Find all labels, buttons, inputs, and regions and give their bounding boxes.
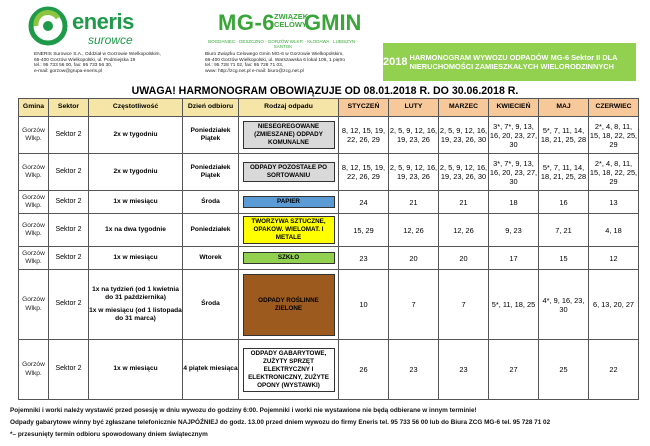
mg6-logo (204, 6, 364, 48)
cell-date: 23 (439, 340, 489, 400)
mg6-address-line: Biuro Związku Celowego Gmin MG-6 w Gorzowie Wielkopolskim, (205, 52, 344, 57)
cell-date: 12 (589, 247, 639, 270)
cell-waste (239, 340, 339, 400)
cell-date: 21 (389, 191, 439, 214)
col-month: CZERWIEC (589, 99, 639, 117)
cell-date: 2, 5, 9, 12, 16, 19, 23, 26, 30 (439, 154, 489, 191)
mg6-address-line: 66-400 Gorzów Wielkopolski, ul. Warszawska 6 lokal 106, 1 piętro (205, 57, 346, 63)
eneris-logo (28, 6, 178, 50)
waste-label: ODPADY POZOSTAŁE PO SORTOWANIU (243, 162, 335, 182)
validity-headline: UWAGA! HARMONOGRAM OBOWIĄZUJE OD 08.01.2018 R. DO 30.06.2018 R. (131, 85, 519, 97)
table-row (19, 117, 639, 154)
cell-day: Środa (183, 191, 239, 214)
cell-sektor: Sektor 2 (49, 191, 89, 214)
cell-frequency: 2x w tygodniu (89, 154, 183, 191)
eneris-address (34, 52, 224, 74)
cell-date: 17 (489, 247, 539, 270)
footer-note-holiday: *– przesunięty termin odbioru spowodowany dniem świątecznym (10, 431, 208, 438)
cell-day: Wtorek (183, 247, 239, 270)
eneris-address-line: ENERIS Surowce S.A., Oddział w Gorzowie Wielkopolskim, (34, 52, 161, 57)
cell-date: 3*, 7*, 9, 13, 16, 20, 23, 27, 30 (489, 117, 539, 154)
cell-date: 20 (389, 247, 439, 270)
cell-waste (239, 154, 339, 191)
cell-sektor: Sektor 2 (49, 270, 89, 340)
cell-gmina: Gorzów Wlkp. (19, 340, 49, 400)
cell-date: 7, 21 (539, 214, 589, 247)
col-month: MARZEC (439, 99, 489, 117)
cell-date: 25 (539, 340, 589, 400)
cell-sektor: Sektor 2 (49, 214, 89, 247)
cell-day: Poniedziałek (183, 214, 239, 247)
frequency-winter: 1x w miesiącu (od 1 listopada do 31 marca) (89, 306, 182, 322)
cell-date: 2*, 4, 8, 11, 15, 18, 22, 25, 29 (589, 154, 639, 191)
mg6-mid: ZWIĄZEK CELOWY (274, 12, 309, 29)
cell-day: Poniedziałek Piątek (183, 117, 239, 154)
frequency-summer: 1x na tydzień (od 1 kwietnia do 31 października) (92, 285, 179, 301)
cell-waste (239, 214, 339, 247)
cell-day: Poniedziałek Piątek (183, 154, 239, 191)
eneris-brand: eneris (72, 9, 134, 34)
cell-date: 4, 18 (589, 214, 639, 247)
cell-frequency: 1x w miesiącu (89, 247, 183, 270)
cell-date: 7 (439, 270, 489, 340)
table-row (19, 340, 639, 400)
cell-date: 7 (389, 270, 439, 340)
cell-date: 9, 23 (489, 214, 539, 247)
cell-waste (239, 191, 339, 214)
cell-gmina: Gorzów Wlkp. (19, 270, 49, 340)
cell-date: 8, 12, 15, 19, 22, 26, 29 (339, 117, 389, 154)
cell-sektor: Sektor 2 (49, 117, 89, 154)
cell-frequency (89, 270, 183, 340)
waste-label: PAPIER (243, 196, 335, 208)
cell-date: 5*, 7, 11, 14, 18, 21, 25, 28 (539, 154, 589, 191)
cell-frequency: 2x w tygodniu (89, 117, 183, 154)
table-row (19, 191, 639, 214)
cell-gmina: Gorzów Wlkp. (19, 117, 49, 154)
cell-date: 23 (339, 247, 389, 270)
cell-gmina: Gorzów Wlkp. (19, 214, 49, 247)
cell-gmina: Gorzów Wlkp. (19, 247, 49, 270)
mg6-address-line: tel.: 95 728 71 02, fax: 95 728 71 03, (205, 63, 284, 69)
cell-sektor: Sektor 2 (49, 154, 89, 191)
col-day: Dzień odbioru (183, 99, 239, 117)
mg6-word: MG-6 (218, 10, 275, 35)
cell-date: 18 (489, 191, 539, 214)
cell-gmina: Gorzów Wlkp. (19, 191, 49, 214)
waste-label: ODPADY GABARYTOWE, ZUŻYTY SPRZĘT ELEKTRYCZNY I ELEKTRONICZNY, ZUŻYTE OPONY (WYSTAWKI) (243, 348, 335, 392)
cell-date: 8, 12, 15, 19, 22, 26, 29 (339, 154, 389, 191)
col-gmina: Gmina (19, 99, 49, 117)
cell-waste (239, 270, 339, 340)
waste-label: NIESEGREGOWANE (ZMIESZANE) ODPADY KOMUNALNE (243, 121, 335, 149)
cell-date: 2, 5, 9, 12, 16, 19, 23, 26, 30 (439, 117, 489, 154)
waste-label: TWORZYWA SZTUCZNE, OPAKOW. WIELOMAT. I METALE (243, 216, 335, 244)
col-month: LUTY (389, 99, 439, 117)
cell-sektor: Sektor 2 (49, 247, 89, 270)
cell-day: 4 piątek miesiąca (183, 340, 239, 400)
eneris-sub: surowce (88, 33, 133, 47)
cell-day: Środa (183, 270, 239, 340)
cell-date: 16 (539, 191, 589, 214)
mg6-members: BOGDANIEC · DESZCZNO · GORZÓW WLKP. · KŁODAWA · LUBISZYN · SANTOK (208, 39, 358, 49)
waste-label: ODPADY ROŚLINNE ZIELONE (243, 274, 335, 336)
cell-date: 3*, 7*, 9, 13, 16, 20, 23, 27, 30 (489, 154, 539, 191)
eneris-swirl-icon (28, 6, 68, 46)
cell-gmina: Gorzów Wlkp. (19, 154, 49, 191)
schedule-table (18, 98, 639, 400)
banner-year: 2018 (383, 56, 408, 68)
cell-date: 2*, 4, 8, 11, 15, 18, 22, 25, 29 (589, 117, 639, 154)
cell-date: 15, 29 (339, 214, 389, 247)
cell-date: 20 (439, 247, 489, 270)
cell-frequency: 1x na dwa tygodnie (89, 214, 183, 247)
cell-frequency: 1x w miesiącu (89, 191, 183, 214)
cell-date: 26 (339, 340, 389, 400)
cell-waste (239, 247, 339, 270)
header-row (19, 99, 639, 117)
cell-date: 10 (339, 270, 389, 340)
cell-date: 21 (439, 191, 489, 214)
mg6-address (205, 52, 395, 74)
waste-label: SZKŁO (243, 252, 335, 264)
schedule-banner (383, 43, 636, 81)
cell-date: 12, 26 (439, 214, 489, 247)
table-row (19, 247, 639, 270)
cell-date: 22 (589, 340, 639, 400)
mg6-web-email[interactable]: www: http://zcg.net.pl e-mail: biuro@zcg.net.pl (205, 68, 304, 74)
cell-sektor: Sektor 2 (49, 340, 89, 400)
cell-waste (239, 117, 339, 154)
cell-date: 24 (339, 191, 389, 214)
cell-frequency: 1x w miesiącu (89, 340, 183, 400)
banner-title: HARMONOGRAM WYWOZU ODPADÓW MG-6 Sektor II DLA NIERUCHOMOŚCI ZAMIESZKAŁYCH WIELORODZINNYCH (409, 53, 618, 71)
cell-date: 2, 5, 9, 12, 16, 19, 23, 26 (389, 117, 439, 154)
cell-date: 27 (489, 340, 539, 400)
table-row (19, 270, 639, 340)
footer-note-bulky: Odpady gabarytowe winny być zgłaszane telefonicznie NAJPÓŹNIEJ do godz. 13.00 przed dniem wywozu do firmy Eneris tel. 95 733 56 00 lub do Biura ZCG MG-6 tel. 95 728 71 02 (10, 419, 551, 426)
cell-date: 6, 13, 20, 27 (589, 270, 639, 340)
eneris-email[interactable]: e-mail: gorzow@grupa-eneris.pl (34, 68, 103, 74)
cell-date: 13 (589, 191, 639, 214)
cell-date: 15 (539, 247, 589, 270)
cell-date: 2, 5, 9, 12, 16, 19, 23, 26 (389, 154, 439, 191)
cell-date: 5*, 7, 11, 14, 18, 21, 25, 28 (539, 117, 589, 154)
cell-date: 23 (389, 340, 439, 400)
col-month: STYCZEŃ (339, 99, 389, 117)
table-row (19, 214, 639, 247)
cell-date: 5*, 11, 18, 25 (489, 270, 539, 340)
col-month: MAJ (539, 99, 589, 117)
eneris-address-line: 66-400 Gorzów Wielkopolski, ul. Podmiejska 19 (34, 57, 136, 63)
mg6-gmin: GMIN (304, 10, 362, 35)
col-month: KWIECIEŃ (489, 99, 539, 117)
eneris-address-line: tel.: 95 733 56 00, fax: 95 733 56 30, (34, 63, 113, 69)
footer-note-deadline: Pojemniki i worki należy wystawić przed posesję w dniu wywozu do godziny 6:00. Pojemniki i worki nie wystawione nie będą odbierane w innym terminie! (10, 407, 477, 414)
table-row (19, 154, 639, 191)
col-waste-type: Rodzaj odpadu (239, 99, 339, 117)
col-sektor: Sektor (49, 99, 89, 117)
cell-date: 12, 26 (389, 214, 439, 247)
cell-date: 4*, 9, 16, 23, 30 (539, 270, 589, 340)
col-frequency: Częstotliwość (89, 99, 183, 117)
